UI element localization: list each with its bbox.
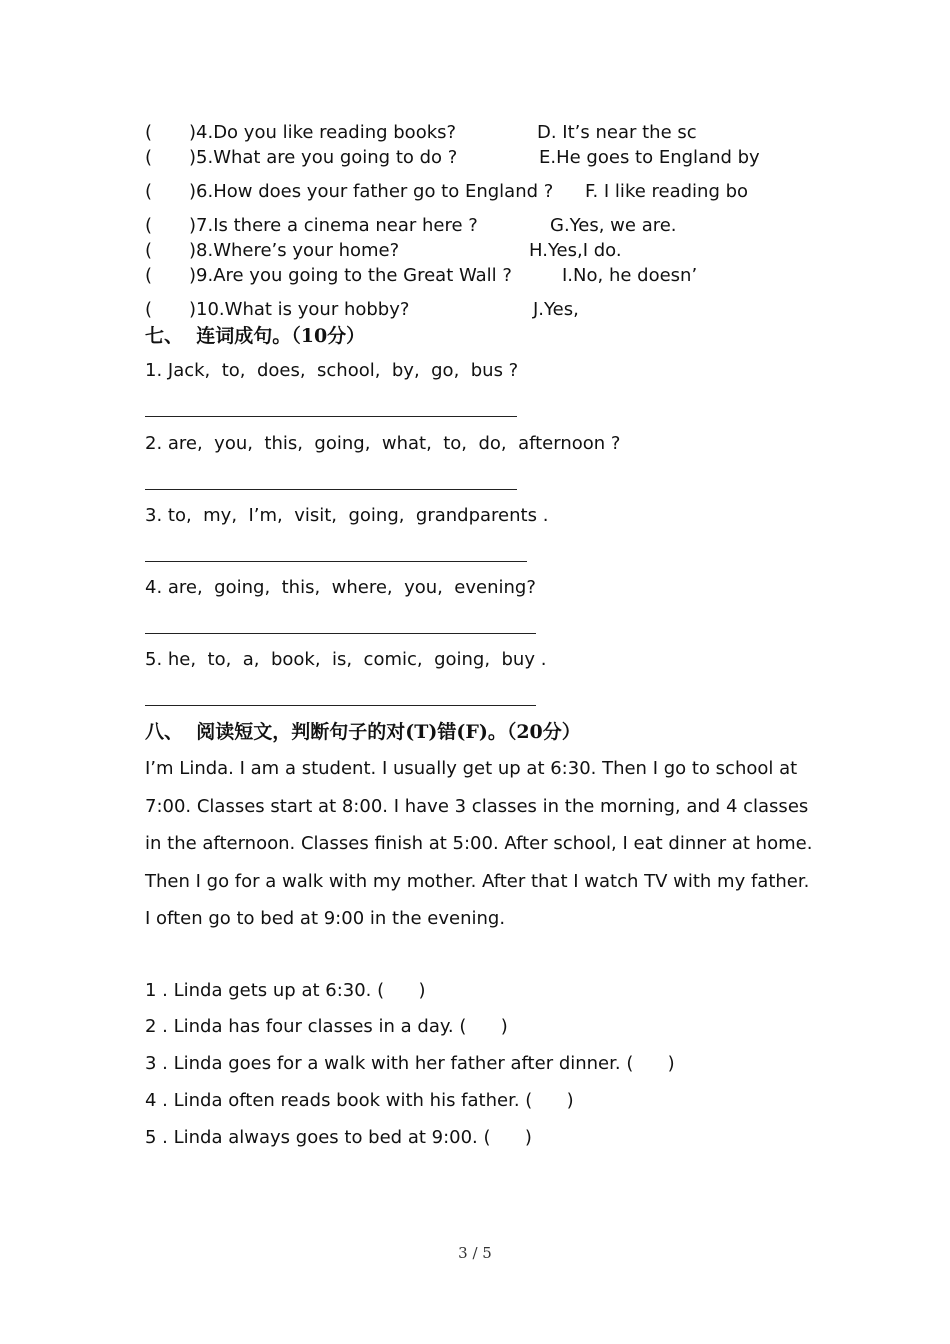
true-false-statement: 4 . Linda often reads book with his father. ( ) (145, 1090, 574, 1111)
sentence-prompt: 5. he, to, a, book, is, comic, going, buy . (145, 649, 547, 670)
matching-question: )6.How does your father go to England ? (189, 181, 554, 202)
answer-paren: ( (145, 215, 153, 236)
section-heading: 七、 连词成句。（10分） (145, 325, 366, 347)
sentence-prompt: 3. to, my, I’m, visit, going, grandparents . (145, 505, 549, 526)
matching-question: )8.Where’s your home? (189, 240, 400, 261)
true-false-statement: 2 . Linda has four classes in a day. ( ) (145, 1016, 508, 1037)
reading-passage (145, 750, 815, 938)
matching-question: )7.Is there a cinema near here ? (189, 215, 478, 236)
sentence-prompt: 4. are, going, this, where, you, evening? (145, 577, 536, 598)
matching-answer: D. It’s near the sc (537, 122, 697, 143)
answer-paren: ( (145, 299, 153, 320)
matching-answer: J.Yes, (533, 299, 579, 320)
matching-answer: I.No, he doesn’ (562, 265, 698, 286)
matching-answer: F. I like reading bo (585, 181, 749, 202)
matching-question: )5.What are you going to do ? (189, 147, 458, 168)
true-false-statement: 1 . Linda gets up at 6:30. ( ) (145, 980, 426, 1001)
matching-answer: E.He goes to England by (539, 147, 760, 168)
section-heading: 八、 阅读短文，判断句子的对(T)错(F)。（20分） (145, 721, 581, 743)
passage-text: I’m Linda. I am a student. I usually get up at 6:30. Then I go to school at 7:00. Classes start at 8:00. I have 3 classes in the morning, and 4 classes in the afternoon. Classes finish at 5:00. After school, I eat dinner at home. Then I go for a walk with my mother. After that I watch TV with my father. I often go to bed at 9:00 in the evening. (145, 758, 813, 929)
sentence-prompt: 1. Jack, to, does, school, by, go, bus ? (145, 360, 519, 381)
true-false-statement: 5 . Linda always goes to bed at 9:00. ( ) (145, 1127, 532, 1148)
matching-question: )9.Are you going to the Great Wall ? (189, 265, 512, 286)
answer-paren: ( (145, 265, 153, 286)
matching-question: )4.Do you like reading books? (189, 122, 457, 143)
sentence-prompt: 2. are, you, this, going, what, to, do, afternoon ? (145, 433, 621, 454)
answer-line[interactable] (145, 561, 527, 562)
page-number: 3 / 5 (458, 1244, 492, 1262)
answer-line[interactable] (145, 633, 536, 634)
matching-question: )10.What is your hobby? (189, 299, 410, 320)
answer-paren: ( (145, 122, 153, 143)
answer-paren: ( (145, 147, 153, 168)
answer-paren: ( (145, 181, 153, 202)
matching-answer: H.Yes,I do. (529, 240, 622, 261)
answer-paren: ( (145, 240, 153, 261)
matching-answer: G.Yes, we are. (550, 215, 677, 236)
answer-line[interactable] (145, 705, 536, 706)
true-false-statement: 3 . Linda goes for a walk with her father after dinner. ( ) (145, 1053, 675, 1074)
answer-line[interactable] (145, 489, 517, 490)
answer-line[interactable] (145, 416, 517, 417)
